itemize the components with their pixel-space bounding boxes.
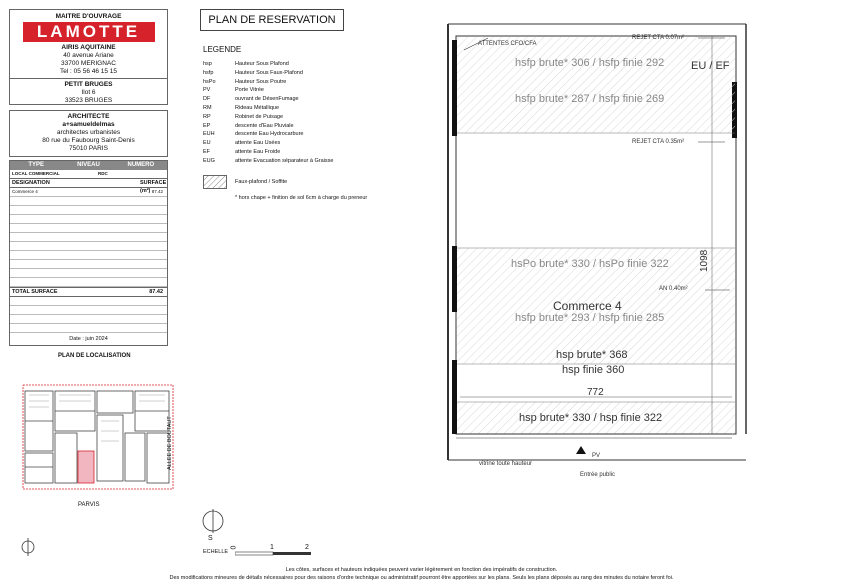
north-arrow-icon [200, 508, 226, 534]
depth-dimension: 1098 [699, 249, 710, 272]
height-label-1: hsfp brute* 306 / hsfp finie 292 [515, 57, 665, 69]
total-label: TOTAL SURFACE [12, 289, 58, 295]
legend-item: hsp Hauteur Sous Plafond [203, 61, 289, 67]
legend-item: EP descente d'Eau Pluviale [203, 122, 294, 129]
footer-line2: Des modifications mineures de détails nécessaires pour des raisons d'ordre technique ou administratif pourront être apportées sur les plans. Seuls les plans déposés au rang des minutes du notaire feront foi. [169, 575, 674, 581]
height-label-4: hsfp brute* 293 / hsfp finie 285 [515, 312, 665, 324]
scale-one: 1 [270, 544, 274, 551]
height-label-2: hsfp brute* 287 / hsfp finie 269 [515, 93, 665, 105]
legend-item: EF attente Eau Froide [203, 148, 281, 155]
legend-item: hsfp Hauteur Sous Faux-Plafond [203, 69, 303, 76]
table-date: Date : juin 2024 [69, 336, 108, 342]
architect-box [9, 110, 168, 157]
legend-item: EUG attente Evacuation séparateur à Graisse [203, 157, 334, 164]
owner-address1: 40 avenue Ariane [63, 52, 114, 59]
col-type: TYPE [28, 162, 44, 168]
legend-item: EU attente Eau Usées [203, 140, 281, 147]
architect-header: ARCHITECTE [67, 113, 110, 120]
type-value: LOCAL COMMERCIAL [12, 171, 60, 176]
legend-item: hsPo Hauteur Sous Poutre [203, 78, 287, 85]
legend-note: * hors chape + finition de sol 6cm à charge du preneur [235, 195, 368, 201]
project-lot: Ilot 6 [81, 89, 96, 96]
total-value: 87.42 [149, 289, 163, 295]
scale-two: 2 [305, 544, 309, 551]
legend-item: RP Robinet de Puisage [203, 113, 284, 120]
total-row [10, 287, 167, 297]
niveau-value: RDC [98, 171, 108, 176]
project-name: PETIT BRUGES [64, 81, 113, 88]
col-numero: NUMERO [127, 162, 155, 168]
owner-address2: 33700 MERIGNAC [61, 60, 116, 67]
height-label-3: hsPo brute* 330 / hsPo finie 322 [511, 258, 669, 270]
architect-name: a+samueldelmas [62, 121, 115, 128]
entree-label: Entrée public [580, 472, 616, 478]
surface-header: SURFACE (m²) [140, 180, 167, 194]
height-label-5a: hsp brute* 368 [556, 349, 628, 361]
table-row [10, 188, 167, 197]
legend-item: RM Rideau Métallique [203, 104, 280, 111]
table-header [10, 161, 167, 170]
legend-item: EUH descente Eau Hydrocarbure [203, 131, 304, 138]
commerce-label: Commerce 4 [553, 299, 622, 313]
parvis-label: PARVIS [78, 502, 100, 508]
width-dimension: 772 [587, 387, 604, 398]
scale-zero: 0 [230, 545, 238, 550]
hatch-label: Faux-plafond / Soffite [235, 179, 288, 185]
architect-address2: 75010 PARIS [69, 145, 108, 152]
attentes-label: ATTENTES CFO/CFA [478, 41, 537, 47]
vitrine-label: vitrine toute hauteur [479, 461, 533, 467]
scale-bar [235, 551, 315, 556]
height-label-6: hsp brute* 330 / hsp finie 322 [519, 412, 663, 424]
rejet-cta-1: REJET CTA 0.07m² [632, 35, 685, 41]
hatch-swatch [203, 175, 227, 189]
owner-company: AIRIS AQUITAINE [61, 44, 116, 51]
location-map [15, 381, 180, 493]
eu-ef-label: EU / EF [691, 60, 730, 72]
col-niveau: NIVEAU [77, 162, 100, 168]
designation-header: DESIGNATION [12, 180, 50, 186]
footer-line1: Les côtes, surfaces et hauteurs indiquées peuvent varier légèrement en fonction des impératifs de construction. [285, 567, 558, 573]
owner-box [9, 9, 168, 105]
owner-header: MAITRE D'OUVRAGE [55, 13, 122, 20]
architect-address1: 80 rue du Faubourg Saint-Denis [42, 137, 135, 144]
project-city: 33523 BRUGES [64, 97, 113, 104]
type-row [10, 170, 167, 179]
scale-label: ECHELLE [203, 549, 229, 555]
rejet-cta-2: REJET CTA 0.35m² [632, 139, 685, 145]
compass-icon [20, 538, 36, 556]
pv-label: PV [592, 453, 601, 459]
street-label: ALLEE DE BOUTAUT [167, 416, 173, 470]
row-surface: 87.42 [151, 189, 163, 194]
legend-item: DF ouvrant de DésenFumage [203, 96, 299, 103]
architect-role: architectes urbanistes [56, 129, 121, 136]
legend-title: LEGENDE [203, 45, 242, 54]
legend-item: PV Porte Vitrée [203, 87, 264, 94]
commerce-location-highlight [78, 451, 94, 483]
owner-phone: Tel : 05 56 46 15 15 [59, 68, 118, 75]
height-label-5b: hsp finie 360 [562, 364, 625, 376]
an-label: AN 0.40m² [659, 286, 688, 292]
legend-list [203, 60, 383, 166]
plan-title: PLAN DE RESERVATION [200, 9, 344, 31]
lamotte-logo: LAMOTTE [23, 22, 155, 42]
numero-value [124, 170, 167, 178]
surface-table [9, 160, 168, 346]
row-designation: Commerce 4 [12, 189, 38, 194]
north-label: S [208, 535, 213, 542]
location-title: PLAN DE LOCALISATION [58, 353, 131, 359]
